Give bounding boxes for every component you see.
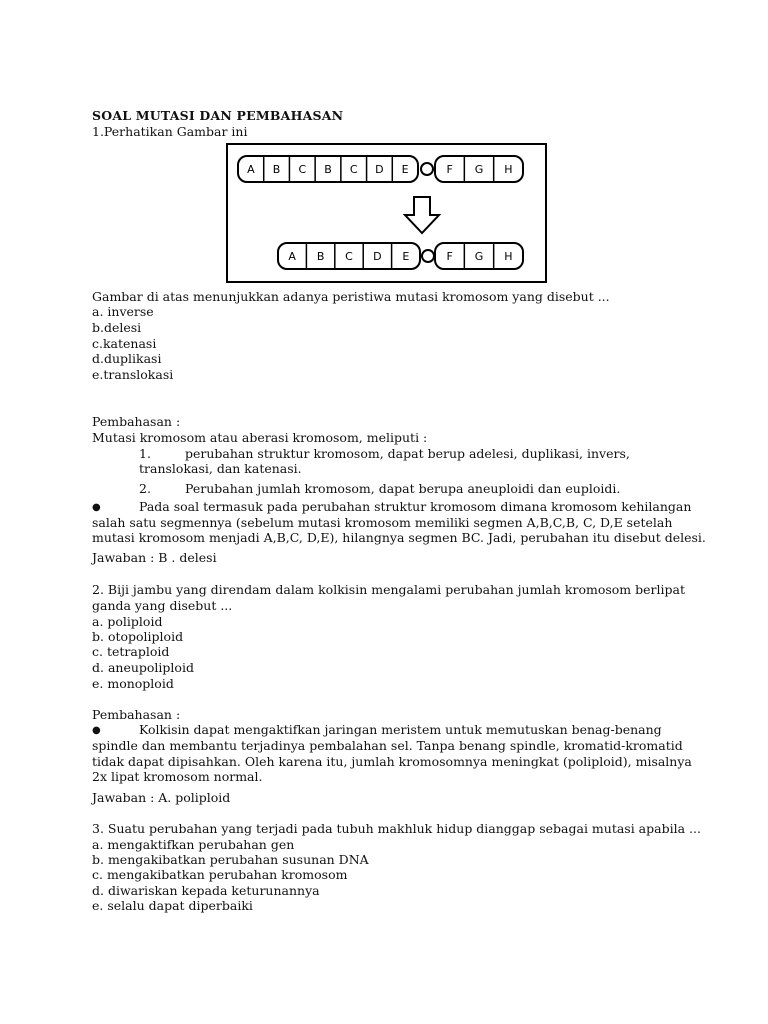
top-left-segment-label: C [349, 163, 358, 176]
top-right-segment-label: G [474, 163, 484, 176]
q1-discussion-label: Pembahasan : [92, 414, 181, 429]
list-number: 1. [139, 446, 151, 461]
top-left-segment-label: B [272, 163, 281, 176]
q2-bullet-line: 2x lipat kromosom normal. [92, 769, 263, 784]
q1-answer: Jawaban : B . delesi [92, 550, 217, 565]
bottom-left-segment-label: C [345, 250, 353, 263]
q1-option-d: d.duplikasi [92, 351, 162, 366]
q3-option-c: c. mengakibatkan perubahan kromosom [92, 867, 348, 882]
q2-option-a: a. poliploid [92, 614, 163, 629]
q2-bullet-line: spindle dan membantu terjadinya pembalahan sel. Tanpa benang spindle, kromatid-kromatid [92, 738, 683, 753]
down-arrow-icon [405, 197, 439, 233]
q1-discussion-intro: Mutasi kromosom atau aberasi kromosom, meliputi : [92, 430, 428, 445]
bottom-right-segment-label: H [504, 250, 513, 263]
bullet-icon: ● [92, 725, 101, 736]
list-item: Perubahan jumlah kromosom, dapat berupa aneuploidi dan euploidi. [185, 481, 621, 496]
bottom-left-segment-label: D [373, 250, 382, 263]
top-left-segment-label: A [247, 163, 255, 176]
bottom-left-segment-label: A [288, 250, 296, 263]
bottom-centromere [422, 250, 434, 262]
bullet-icon: ● [92, 502, 101, 513]
q2-option-b: b. otopoliploid [92, 629, 184, 644]
q1-bullet-line: Pada soal termasuk pada perubahan struktur kromosom dimana kromosom kehilangan [139, 499, 692, 514]
q1-bullet-line: salah satu segmennya (sebelum mutasi kromosom memiliki segmen A,B,C,B, C, D,E setelah [92, 515, 673, 530]
q2-option-c: c. tetraploid [92, 644, 170, 659]
q3-option-d: d. diwariskan kepada keturunannya [92, 883, 320, 898]
top-right-segment-label: H [504, 163, 513, 176]
q2-option-e: e. monoploid [92, 676, 174, 691]
top-left-segment-label: E [401, 163, 409, 176]
chromosome-diagram [228, 145, 545, 281]
q1-prompt: 1.Perhatikan Gambar ini [92, 124, 248, 139]
q1-option-c: c.katenasi [92, 336, 157, 351]
top-right-segment-label: F [446, 163, 453, 176]
q1-bullet-line: mutasi kromosom menjadi A,B,C, D,E), hilangnya segmen BC. Jadi, perubahan itu disebut delesi. [92, 530, 706, 545]
list-item-continuation: translokasi, dan katenasi. [139, 461, 302, 476]
q1-option-b: b.delesi [92, 320, 142, 335]
top-left-segment-label: C [298, 163, 307, 176]
q2-bullet-line: tidak dapat dipisahkan. Oleh karena itu, jumlah kromosomnya meningkat (poliploid), misalnya [92, 754, 692, 769]
bottom-right-segment-label: G [474, 250, 484, 263]
q1-option-e: e.translokasi [92, 367, 174, 382]
q1-option-a: a. inverse [92, 304, 154, 319]
q2-question-line: ganda yang disebut ... [92, 598, 233, 613]
list-item: perubahan struktur kromosom, dapat berup adelesi, duplikasi, invers, [185, 446, 630, 461]
q2-question-line: 2. Biji jambu yang direndam dalam kolkisin mengalami perubahan jumlah kromosom berlipat [92, 582, 685, 597]
chromosome-figure [226, 143, 547, 283]
bottom-chromosome [278, 243, 523, 269]
q3-question: 3. Suatu perubahan yang terjadi pada tubuh makhluk hidup dianggap sebagai mutasi apabila ... [92, 821, 701, 836]
top-left-segment-label: B [324, 163, 332, 176]
q3-option-b: b. mengakibatkan perubahan susunan DNA [92, 852, 369, 867]
q2-answer: Jawaban : A. poliploid [92, 790, 231, 805]
top-left-segment-label: D [375, 163, 384, 176]
bottom-left-segment-label: E [402, 250, 410, 263]
q2-option-d: d. aneupoliploid [92, 660, 194, 675]
q2-bullet-line: Kolkisin dapat mengaktifkan jaringan meristem untuk memutuskan benag-benang [139, 722, 662, 737]
top-centromere [421, 163, 433, 175]
q1-question: Gambar di atas menunjukkan adanya peristiwa mutasi kromosom yang disebut ... [92, 289, 610, 304]
page-title: SOAL MUTASI DAN PEMBAHASAN [92, 108, 344, 123]
list-number: 2. [139, 481, 151, 496]
bottom-right-segment-label: F [446, 250, 453, 263]
bottom-left-segment-label: B [316, 250, 325, 263]
q3-option-e: e. selalu dapat diperbaiki [92, 898, 253, 913]
q2-discussion-label: Pembahasan : [92, 707, 181, 722]
top-chromosome [238, 156, 523, 182]
q3-option-a: a. mengaktifkan perubahan gen [92, 837, 295, 852]
